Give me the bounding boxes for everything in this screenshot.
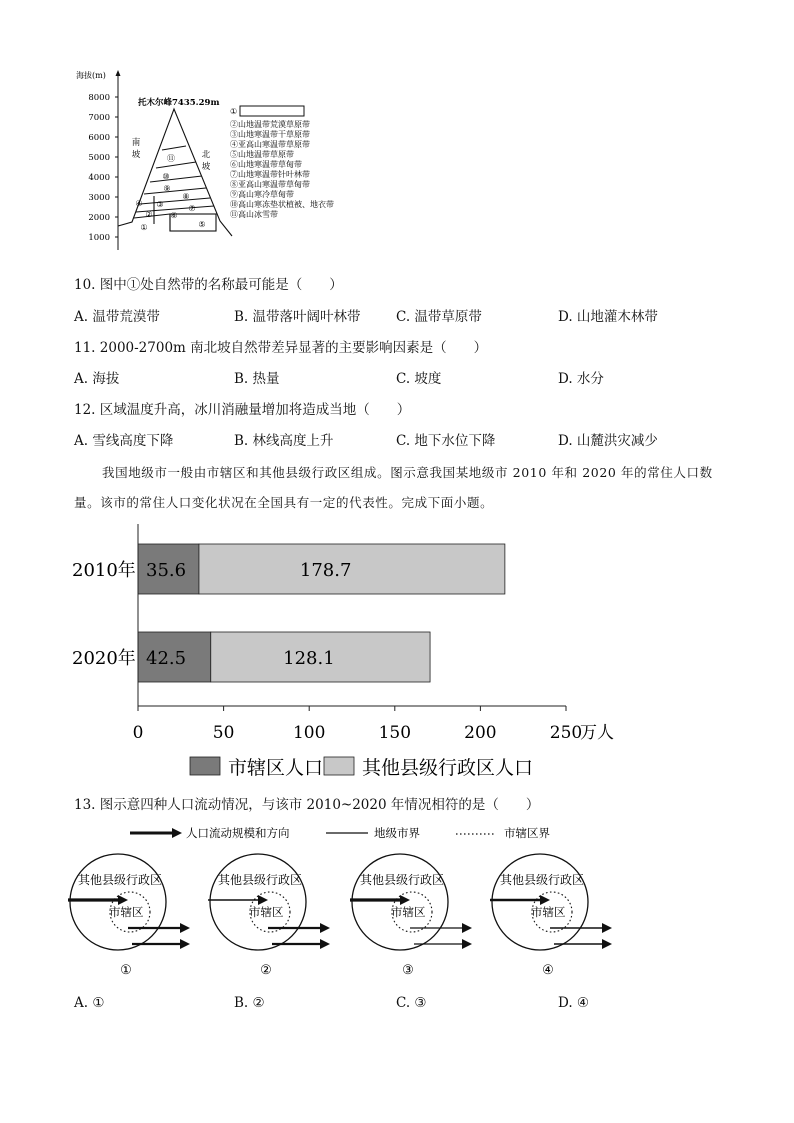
question-10-option-c[interactable]: C. 温带草原带 [396,309,482,325]
question-10-option-a[interactable]: A. 温带荒漠带 [74,309,160,325]
question-11-option-d[interactable]: D. 水分 [558,371,604,387]
question-13-stem: 13. 图示意四种人口流动情况，与该市 2010~2020 年情况相符的是（ ） [74,797,540,813]
district-label: 市辖区 [109,905,144,919]
zone-label: ⑤ [198,220,206,229]
y-tick: 1000 [88,233,110,243]
flow-diagrams [60,846,640,982]
legend-swatch [324,757,354,775]
y-tick: 7000 [88,113,110,123]
legend-item: ⑥山地寒温带草甸带 [230,160,302,169]
flow-diagram [208,854,330,978]
legend-item: ④亚高山寒温带草原带 [230,140,310,149]
legend-label: 市辖区人口 [228,757,324,779]
bar-value-label: 128.1 [283,648,335,669]
flow-diagram [350,854,472,978]
legend-item: ⑦山地寒温带针叶林带 [230,170,310,179]
district-label: 市辖区 [249,905,284,919]
x-unit-label: 万人 [580,723,614,743]
x-tick-label: 200 [464,723,497,743]
question-13-option-b[interactable]: B. ② [234,995,265,1011]
legend-item: ⑧亚高山寒温带草甸带 [230,180,310,189]
legend-flow-arrow: 人口流动规模和方向 [186,826,290,840]
south-slope-label: 坡 [131,150,141,160]
zone-label: ⑧ [182,192,190,201]
flow-diagram [490,854,612,978]
bar-segment [199,544,505,594]
question-12-stem: 12. 区域温度升高，冰川消融量增加将造成当地（ ） [74,402,411,418]
x-tick-label: 50 [212,723,235,743]
category-label: 2010年 [72,560,136,581]
zone-label: ⑦ [188,204,196,213]
outer-region-label: 其他县级行政区 [500,873,585,887]
zone-label: ④ [135,199,143,208]
legend-item: ②山地温带荒漠草原带 [230,120,310,129]
zone-label: ① [140,223,148,232]
legend-item: ⑨高山寒冷草甸带 [230,190,294,199]
north-slope-label: 北 [201,150,211,160]
north-slope-label: 坡 [201,162,211,172]
south-slope-label: 南 [131,138,141,148]
question-11-option-a[interactable]: A. 海拔 [74,371,120,387]
zone-label: ⑥ [170,211,178,220]
peak-label: 托木尔峰7435.29m [138,98,220,108]
diagram-number: ④ [542,963,554,978]
zone-label: ⑪ [167,154,175,163]
flow-legend [120,822,580,844]
outer-region-label: 其他县级行政区 [360,873,445,887]
diagram-number: ② [260,963,272,978]
y-tick: 2000 [88,213,110,223]
category-label: 2020年 [72,648,136,669]
zone-label: ② [145,210,153,219]
flow-diagram [68,854,190,978]
district-label: 市辖区 [531,905,566,919]
legend-item: ⑤山地温带草原带 [230,150,294,159]
outer-region-label: 其他县级行政区 [218,873,303,887]
question-10-option-d[interactable]: D. 山地灌木林带 [558,309,658,325]
x-tick-label: 250 [549,723,583,743]
y-tick: 8000 [88,93,110,103]
question-11-option-c[interactable]: C. 坡度 [396,371,442,387]
question-12-option-c[interactable]: C. 地下水位下降 [396,433,496,449]
y-tick: 5000 [88,153,110,163]
y-tick: 3000 [88,193,110,203]
outer-region-label: 其他县级行政区 [78,873,163,887]
legend-item: ⑩高山寒冻垫状植被、地衣带 [230,200,334,209]
x-tick-label: 0 [132,723,144,743]
question-10-option-b[interactable]: B. 温带落叶阔叶林带 [234,309,361,325]
passage-text: 我国地级市一般由市辖区和其他县级行政区组成。图示意我国某地级市 2010 年和 2020 年的常住人口数量。该市的常住人口变化状况在全国具有一定的代表性。完成下面小题。 [74,465,713,510]
diagram-number: ③ [402,963,414,978]
y-tick: 6000 [88,133,110,143]
district-label: 市辖区 [391,905,426,919]
question-11-option-b[interactable]: B. 热量 [234,371,280,387]
legend-city-boundary: 地级市界 [374,826,420,840]
bar-value-label: 42.5 [146,648,187,669]
question-13-option-c[interactable]: C. ③ [396,995,427,1011]
question-11-stem: 11. 2000-2700m 南北坡自然带差异显著的主要影响因素是（ ） [74,340,488,356]
question-10-stem: 10. 图中①处自然带的名称最可能是（ ） [74,277,343,293]
population-bar-chart [64,520,654,790]
question-12-option-a[interactable]: A. 雪线高度下降 [74,433,174,449]
diagram-number: ① [120,963,132,978]
mountain-y-axis-title: 海拔(m) [76,71,106,80]
bar-value-label: 178.7 [299,560,352,581]
zone-label: ③ [156,200,164,209]
legend-item: ③山地寒温带干草原带 [230,130,310,139]
legend-label: 其他县级行政区人口 [362,757,534,779]
question-12-option-d[interactable]: D. 山麓洪灾减少 [558,433,658,449]
zone-label: ⑨ [163,184,171,193]
question-13-option-d[interactable]: D. ④ [558,995,590,1011]
zone-label: ⑩ [162,172,170,181]
legend-item: ① [230,107,238,116]
x-tick-label: 100 [292,723,326,743]
question-13-option-a[interactable]: A. ① [74,995,105,1011]
y-tick: 4000 [88,173,110,183]
bar-value-label: 35.6 [146,560,187,581]
mountain-zonation-figure [70,66,370,262]
x-tick-label: 150 [378,723,412,743]
legend-district-boundary: 市辖区界 [504,826,550,840]
mountain-legend [230,106,334,219]
legend-swatch [190,757,220,775]
question-12-option-b[interactable]: B. 林线高度上升 [234,433,334,449]
legend-item: ⑪高山冰雪带 [230,210,278,219]
mountain-y-ticks [88,93,110,243]
